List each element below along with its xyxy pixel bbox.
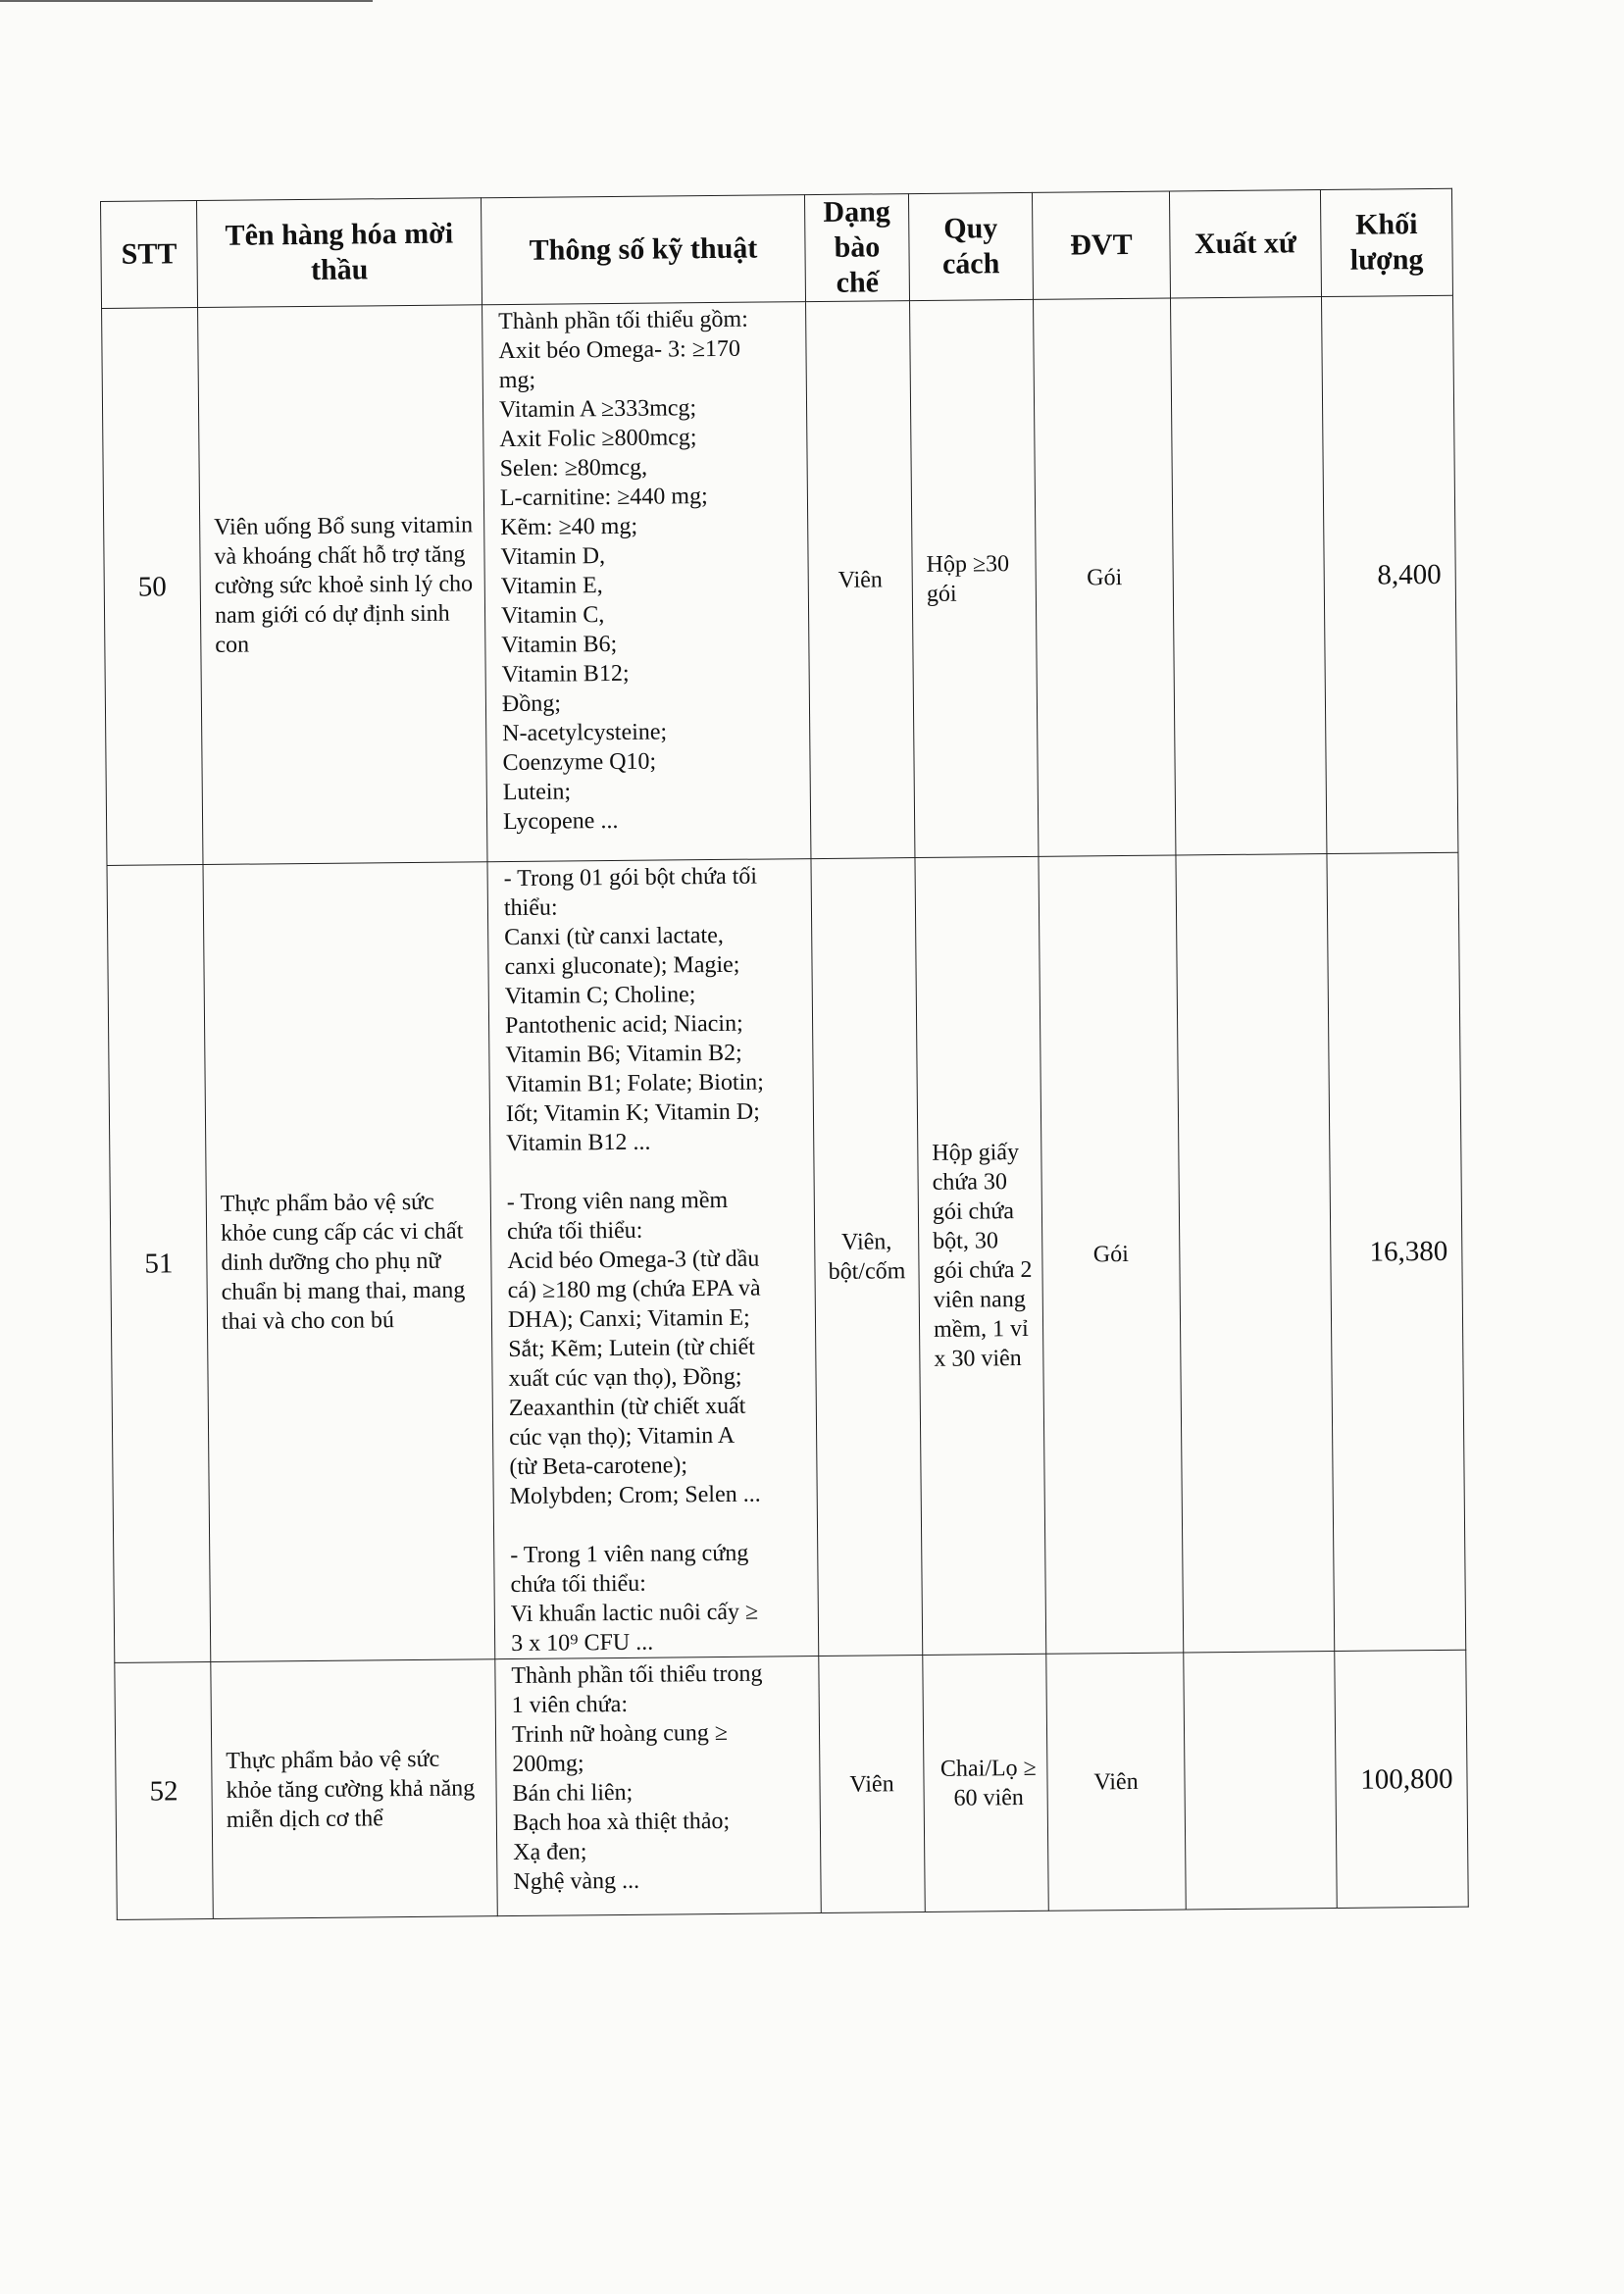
row-dosage-form: Viên: [806, 301, 915, 859]
spec-line: Thành phần tối thiểu trong: [511, 1660, 763, 1690]
row-item-name: Thực phẩm bảo vệ sức khỏe tăng cường khả năng miễn dịch cơ thể: [211, 1659, 498, 1919]
spec-line: Selen: ≥80mcg,: [499, 454, 648, 483]
table-row: [102, 295, 1458, 865]
spec-line: Axit Folic ≥800mcg;: [499, 425, 697, 453]
row-origin: [1184, 1651, 1338, 1909]
row-technical-spec: [495, 1657, 821, 1916]
spec-line: Đồng;: [501, 690, 562, 718]
spec-line: Axit béo Omega- 3: ≥170: [498, 335, 741, 365]
spec-line: Sắt; Kẽm; Lutein (từ chiết: [508, 1334, 755, 1363]
row-stt: 52: [115, 1661, 214, 1919]
table-header-row: [101, 188, 1453, 308]
row-quantity: 8,400: [1321, 295, 1457, 853]
spec-spacer: [510, 1508, 809, 1541]
row-stt: 51: [107, 865, 211, 1663]
spec-line: DHA); Canxi; Vitamin E;: [507, 1304, 750, 1334]
spec-line: Nghệ vàng ...: [513, 1867, 640, 1896]
spec-line: canxi gluconate); Magie;: [504, 951, 740, 981]
spec-line: chứa tối thiểu:: [506, 1217, 643, 1246]
spec-spacer: [506, 1155, 805, 1188]
tender-items-table: [100, 188, 1469, 1920]
spec-line: Xạ đen;: [513, 1839, 587, 1866]
spec-line: Bán chi liên;: [512, 1779, 634, 1808]
spec-line: L-carnitine: ≥440 mg;: [499, 484, 708, 512]
spec-line: chứa tối thiểu:: [510, 1570, 646, 1599]
spec-line: thiểu:: [503, 894, 558, 922]
table-row: [115, 1650, 1468, 1919]
row-stt: 50: [102, 308, 203, 866]
header-unit: ĐVT: [1032, 191, 1170, 299]
spec-line: Vitamin B12 ...: [506, 1129, 651, 1157]
spec-line: (từ Beta-carotene);: [509, 1453, 688, 1481]
header-item-name: Tên hàng hóa mời thầu: [197, 198, 482, 308]
spec-line: Vitamin E,: [500, 573, 603, 600]
row-technical-spec: [487, 859, 819, 1659]
header-origin: Xuất xứ: [1169, 190, 1321, 298]
row-packaging: Hộp giấy chứa 30 gói chứa bột, 30 gói chứa 2 viên nang mềm, 1 vỉ x 30 viên: [915, 856, 1046, 1655]
spec-line: cá) ≥180 mg (chứa EPA và: [507, 1275, 761, 1304]
row-unit: Viên: [1046, 1653, 1187, 1911]
row-dosage-form: Viên: [819, 1656, 926, 1913]
header-packaging: Quy cách: [908, 192, 1033, 300]
page-top-rule: [0, 0, 373, 2]
spec-line: - Trong 01 gói bột chứa tối: [503, 863, 758, 892]
row-quantity: 100,800: [1335, 1650, 1469, 1908]
spec-line: Vitamin B6;: [501, 631, 618, 659]
spec-line: N-acetylcysteine;: [502, 719, 668, 747]
header-stt: STT: [101, 201, 198, 309]
spec-line: Bạch hoa xà thiệt thảo;: [512, 1808, 731, 1837]
spec-line: Lutein;: [502, 779, 572, 806]
row-technical-spec: [482, 302, 811, 862]
spec-line: Kẽm: ≥40 mg;: [500, 513, 638, 541]
header-quantity: Khối lượng: [1320, 188, 1452, 296]
spec-line: Vi khuẩn lactic nuôi cấy ≥: [510, 1599, 759, 1628]
spec-line: Canxi (từ canxi lactate,: [504, 922, 724, 951]
header-technical-spec: Thông số kỹ thuật: [481, 195, 805, 305]
spec-line: cúc vạn thọ); Vitamin A: [508, 1422, 736, 1452]
row-unit: Gói: [1034, 298, 1176, 856]
row-packaging: Hộp ≥30 gói: [910, 299, 1039, 857]
spec-line: Acid béo Omega-3 (từ dầu: [507, 1246, 760, 1275]
spec-line: Vitamin B12;: [501, 660, 630, 688]
spec-line: Thành phần tối thiểu gồm:: [498, 306, 748, 335]
spec-line: Vitamin A ≥333mcg;: [498, 395, 697, 424]
spec-line: Vitamin C,: [500, 602, 605, 630]
row-quantity: 16,380: [1327, 852, 1466, 1651]
spec-line: mg;: [498, 367, 536, 394]
row-packaging: Chai/Lọ ≥ 60 viên: [923, 1654, 1049, 1912]
spec-line: xuất cúc vạn thọ), Đồng;: [508, 1363, 742, 1393]
spec-line: Trinh nữ hoàng cung ≥: [511, 1719, 729, 1749]
header-dosage-form: Dạng bào chế: [804, 194, 909, 302]
row-unit: Gói: [1039, 855, 1184, 1654]
spec-line: 1 viên chứa:: [511, 1691, 629, 1719]
spec-line: - Trong viên nang mềm: [506, 1187, 729, 1216]
spec-line: Vitamin D,: [500, 543, 606, 571]
row-origin: [1176, 854, 1335, 1653]
spec-line: Molybden; Crom; Selen ...: [509, 1481, 761, 1510]
spec-line: Zeaxanthin (từ chiết xuất: [508, 1393, 746, 1422]
spec-line: Pantothenic acid; Niacin;: [504, 1010, 743, 1040]
spec-line: Lycopene ...: [502, 807, 619, 836]
spec-line: 3 x 10⁹ CFU ...: [511, 1629, 654, 1657]
spec-line: Coenzyme Q10;: [502, 748, 657, 777]
spec-line: - Trong 1 viên nang cứng: [510, 1540, 749, 1569]
row-item-name: Viên uống Bổ sung vitamin và khoáng chất hỗ trợ tăng cường sức khoẻ sinh lý cho nam giới có dự định sinh con: [198, 305, 487, 865]
row-origin: [1171, 297, 1327, 855]
row-dosage-form: Viên, bột/cốm: [811, 858, 923, 1657]
spec-line: 200mg;: [512, 1751, 584, 1778]
spec-line: Vitamin C; Choline;: [504, 982, 696, 1010]
spec-line: Vitamin B1; Folate; Biotin;: [505, 1069, 765, 1098]
spec-line: Iốt; Vitamin K; Vitamin D;: [505, 1098, 760, 1128]
spec-line: Vitamin B6; Vitamin B2;: [505, 1040, 742, 1069]
row-item-name: Thực phẩm bảo vệ sức khỏe cung cấp các vi chất dinh dưỡng cho phụ nữ chuẩn bị mang thai, mang thai và cho con bú: [203, 862, 495, 1662]
table-row: [107, 852, 1466, 1662]
